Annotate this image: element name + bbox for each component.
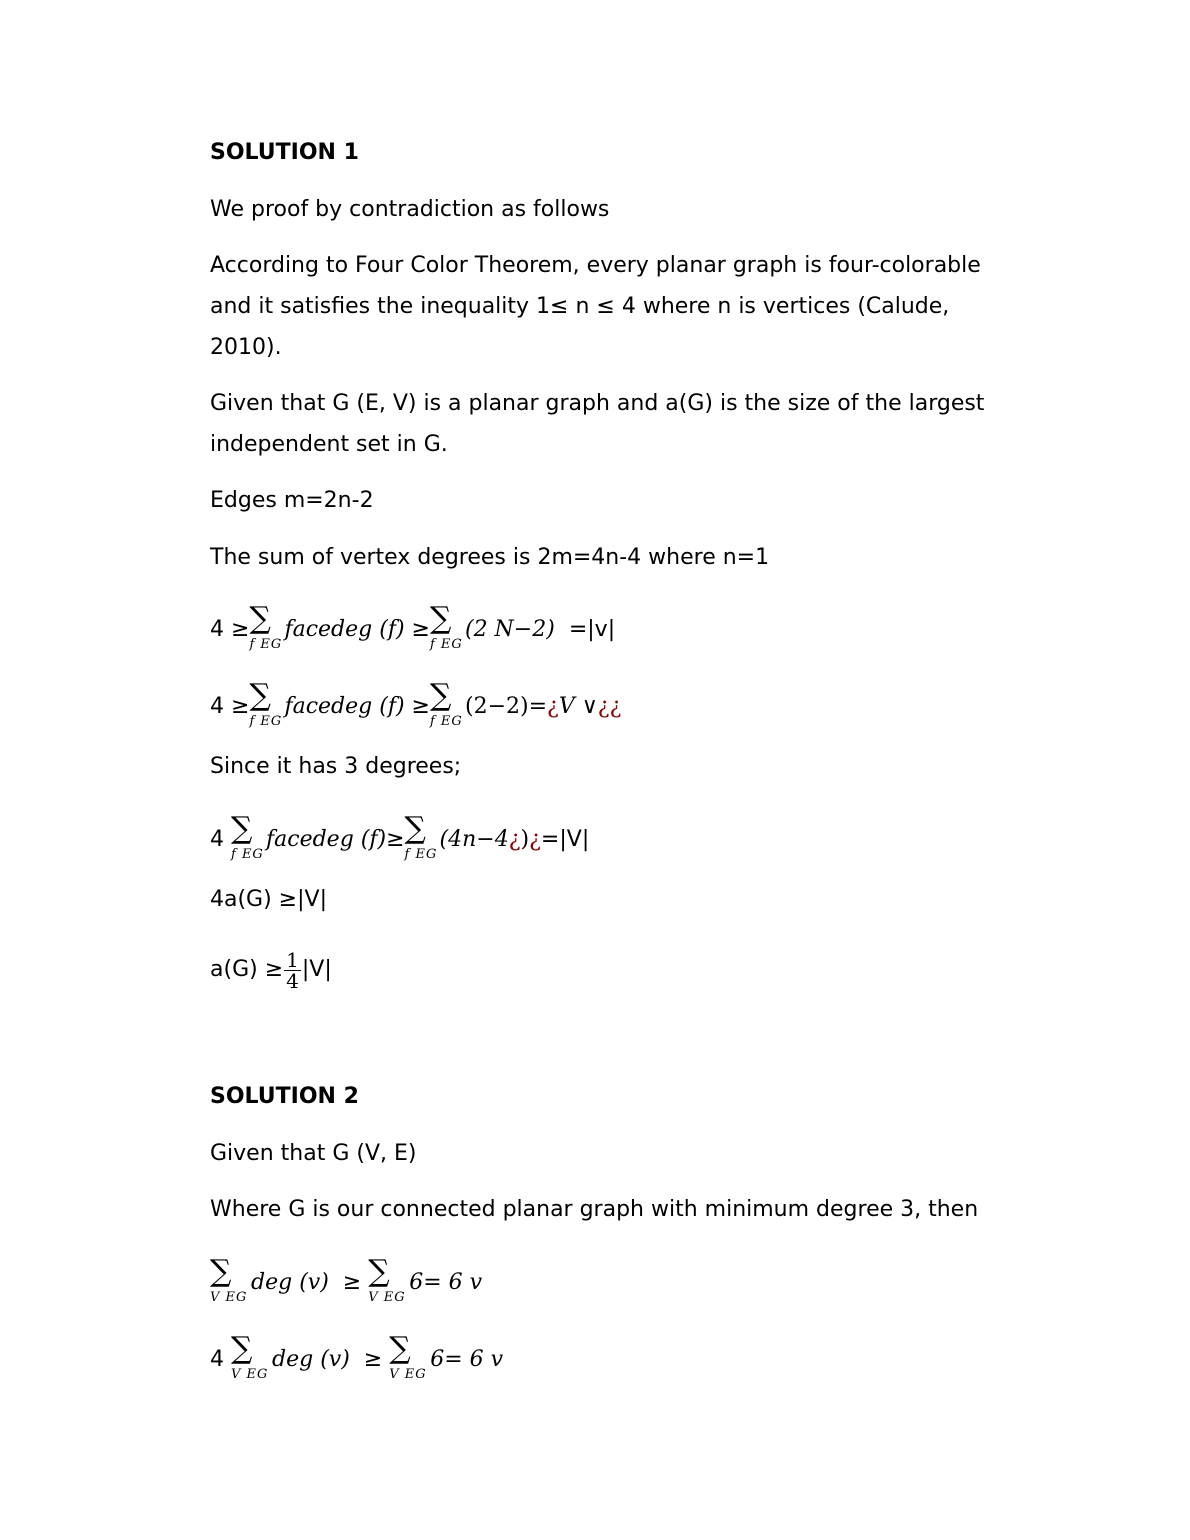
eq-arg: (f)	[360, 827, 387, 852]
equation-3	[210, 811, 590, 862]
equation-2	[210, 678, 622, 729]
eq-lead: 4 ≥	[210, 694, 250, 719]
eq-tail: =|v|	[568, 617, 616, 642]
eq-term: 6= 6 v	[409, 1270, 483, 1295]
eq-placeholder: ¿	[508, 827, 521, 852]
summation-icon: ∑ V EG	[231, 1331, 269, 1382]
paragraph: Where G is our connected planar graph with minimum degree 3, then	[210, 1197, 979, 1222]
summation-icon: ∑ f EG	[404, 811, 438, 862]
eq-term: (2−2)=	[464, 694, 548, 719]
eq-arg: (v)	[320, 1347, 350, 1372]
eq-ge: ≥	[411, 694, 430, 719]
paragraph: independent set in G.	[210, 432, 448, 457]
eq-placeholder: ¿	[529, 827, 541, 852]
eq-ge: ≥	[342, 1270, 362, 1295]
eq-term: (2 N−2)	[464, 617, 555, 642]
sum-subscript: f EG	[429, 637, 463, 652]
solution-2-heading: SOLUTION 2	[210, 1084, 359, 1109]
summation-icon: ∑ f EG	[249, 601, 283, 652]
summation-icon: ∑ f EG	[231, 811, 264, 862]
solution-1-heading: SOLUTION 1	[210, 140, 359, 165]
equation-1	[210, 601, 616, 652]
eq-arg: (v)	[299, 1270, 329, 1295]
equation-5	[210, 1254, 483, 1305]
paragraph: The sum of vertex degrees is 2m=4n-4 where n=1	[210, 545, 770, 570]
eq-lead: 4	[210, 827, 224, 852]
paragraph: and it satisfies the inequality 1≤ n ≤ 4 where n is vertices (Calude,	[210, 294, 950, 319]
eq-term: 6= 6 v	[430, 1347, 504, 1372]
paragraph: 4a(G) ≥|V|	[210, 887, 327, 912]
paragraph: 2010).	[210, 335, 282, 360]
eq-term: V ∨	[558, 694, 598, 719]
eq-arg: (f)	[379, 617, 405, 642]
summation-icon: ∑ f EG	[429, 678, 463, 729]
sum-subscript: f EG	[249, 637, 283, 652]
sum-subscript: V EG	[210, 1290, 248, 1305]
eq-placeholder: ¿	[547, 694, 559, 719]
eq-paren: )	[520, 827, 530, 852]
summation-icon: ∑ V EG	[210, 1254, 248, 1305]
eq-term: deg	[251, 1270, 293, 1295]
eq-term: facedeg	[284, 694, 373, 719]
eq-tail: |V|	[301, 957, 332, 982]
eq-lead: 4	[210, 1347, 224, 1372]
eq-lead: a(G) ≥	[210, 957, 284, 982]
summation-icon: ∑ f EG	[249, 678, 283, 729]
sum-subscript: V EG	[231, 1367, 269, 1382]
eq-term: facedeg	[266, 827, 354, 852]
equation-6	[210, 1331, 504, 1382]
fraction-denominator: 4	[286, 968, 299, 993]
sum-subscript: f EG	[404, 847, 438, 862]
eq-lead: 4 ≥	[210, 617, 250, 642]
eq-term: facedeg	[284, 617, 373, 642]
eq-placeholder: ¿¿	[597, 694, 622, 719]
sum-subscript: f EG	[231, 847, 264, 862]
fraction	[284, 947, 301, 993]
paragraph: Edges m=2n-2	[210, 488, 374, 513]
eq-term: (4n−4	[439, 827, 509, 852]
paragraph: Given that G (E, V) is a planar graph and a(G) is the size of the largest	[210, 391, 985, 416]
paragraph: Since it has 3 degrees;	[210, 754, 462, 779]
paragraph: We proof by contradiction as follows	[210, 197, 610, 222]
summation-icon: ∑ f EG	[429, 601, 463, 652]
summation-icon: ∑ V EG	[389, 1331, 427, 1382]
sum-subscript: V EG	[368, 1290, 406, 1305]
sum-subscript: f EG	[429, 714, 463, 729]
paragraph: Given that G (V, E)	[210, 1141, 417, 1166]
eq-ge: ≥	[363, 1347, 383, 1372]
eq-ge: ≥	[411, 617, 430, 642]
summation-icon: ∑ V EG	[368, 1254, 406, 1305]
eq-ge: ≥	[386, 827, 405, 852]
eq-tail: =|V|	[540, 827, 590, 852]
sum-subscript: f EG	[249, 714, 283, 729]
eq-term: deg	[272, 1347, 314, 1372]
paragraph: According to Four Color Theorem, every planar graph is four-colorable	[210, 253, 981, 278]
fraction-numerator: 1	[286, 947, 299, 972]
equation-4	[210, 946, 332, 994]
sum-subscript: V EG	[389, 1367, 427, 1382]
eq-arg: (f)	[379, 694, 405, 719]
